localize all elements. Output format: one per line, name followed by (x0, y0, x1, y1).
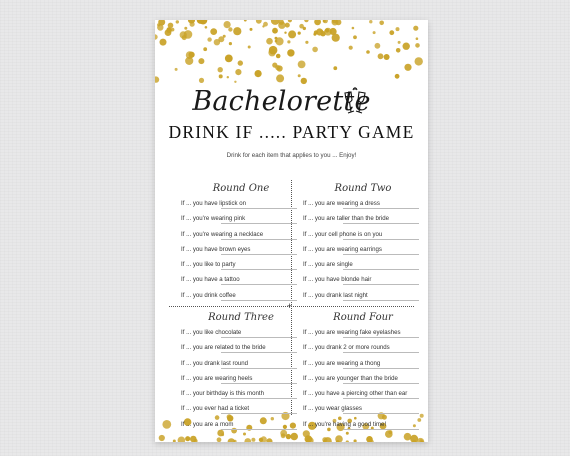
list-item: If ... you drank 2 or more rounds (303, 344, 423, 359)
confetti-dot (379, 21, 384, 26)
list-item: If ... you have a piercing other than ear (303, 390, 423, 405)
confetti-dot (346, 440, 349, 442)
confetti-dot (190, 436, 197, 442)
confetti-dot (205, 26, 208, 29)
confetti-dot (366, 50, 370, 54)
list-item: If ... you are wearing fake eyelashes (303, 329, 423, 344)
round-title: Round One (212, 183, 270, 194)
confetti-dot (217, 437, 222, 442)
confetti-dot (266, 438, 272, 442)
round-three (181, 312, 301, 436)
confetti-dot (266, 38, 273, 45)
confetti-dot (333, 66, 337, 70)
list-item: If ... you're having a good time! (303, 421, 423, 436)
list-item: If ... your birthday is this month (181, 390, 301, 405)
confetti-dot (287, 40, 290, 43)
list-item: If ... you are related to the bride (181, 344, 301, 359)
confetti-dot (268, 49, 275, 56)
list-item: If ... you drank last round (181, 360, 301, 375)
confetti-dot (272, 28, 278, 34)
confetti-dot (168, 23, 174, 29)
list-item: If ... you drink coffee (181, 292, 301, 307)
confetti-dot (250, 28, 253, 31)
confetti-dot (219, 74, 223, 78)
confetti-dot (415, 57, 423, 65)
confetti-dot (298, 32, 301, 35)
confetti-dot (207, 37, 211, 41)
confetti-dot (375, 43, 381, 49)
list-item: If ... you're wearing pink (181, 215, 301, 230)
confetti-dot (396, 48, 401, 53)
list-item: If ... you are taller than the bride (303, 215, 423, 230)
confetti-dot (369, 20, 372, 23)
list-item: If ... you ever had a ticket (181, 405, 301, 420)
confetti-dot (225, 55, 233, 63)
confetti-dot (261, 436, 267, 442)
confetti-dot (288, 20, 292, 22)
list-item: If ... your cell phone is on you (303, 231, 423, 246)
confetti-dot (224, 21, 231, 28)
confetti-dot (256, 20, 262, 24)
round-title: Round Three (208, 312, 274, 323)
confetti-dot (352, 27, 355, 30)
list-item: If ... you are younger than the bride (303, 375, 423, 390)
confetti-dot (416, 37, 419, 40)
confetti-dot (299, 24, 304, 29)
confetti-dot (227, 76, 229, 78)
confetti-dot (275, 65, 280, 70)
confetti-dot (228, 438, 235, 442)
list-item: If ... you wear glasses (303, 405, 423, 420)
confetti-dot (218, 67, 223, 72)
confetti-dot (278, 22, 285, 29)
confetti-dot (354, 439, 357, 442)
confetti-dot (312, 47, 318, 53)
confetti-dot (185, 436, 190, 441)
confetti-dot (251, 438, 255, 442)
list-item: If ... you are single (303, 261, 423, 276)
confetti-dot (248, 46, 251, 49)
confetti-dot (210, 28, 217, 35)
confetti-dot (288, 30, 296, 38)
confetti-dot (276, 74, 284, 82)
script-title: Bachelorette (192, 86, 371, 117)
confetti-dot (276, 54, 281, 59)
confetti-dot (298, 61, 306, 69)
confetti-dot (324, 28, 332, 36)
confetti-dot (304, 20, 308, 22)
confetti-dot (229, 42, 232, 45)
list-item: If ... you are wearing heels (181, 375, 301, 390)
confetti-dot (398, 41, 401, 44)
confetti-dot (214, 39, 220, 45)
confetti-dot (313, 33, 316, 36)
list-item: If ... you like chocolate (181, 329, 301, 344)
confetti-dot (413, 26, 418, 31)
confetti-dot (160, 39, 167, 46)
confetti-dot (396, 27, 400, 31)
confetti-dot (404, 64, 411, 71)
confetti-dot (235, 69, 241, 75)
list-item: If ... you are wearing earrings (303, 246, 423, 261)
list-item: If ... you have lipstick on (181, 200, 301, 215)
list-item: If ... you have a tattoo (181, 276, 301, 291)
confetti-dot (180, 31, 187, 38)
confetti-dot (175, 68, 178, 71)
confetti-dot (178, 437, 186, 443)
list-item: If ... you have brown eyes (181, 246, 301, 261)
round-one (181, 183, 301, 307)
confetti-dot (298, 74, 301, 77)
confetti-dot (184, 27, 187, 30)
list-item: If ... you have blonde hair (303, 276, 423, 291)
round-four (303, 312, 423, 436)
confetti-dot (349, 46, 353, 50)
confetti-dot (162, 420, 171, 429)
confetti-dot (415, 43, 420, 48)
confetti-dot (176, 20, 179, 23)
confetti-dot (157, 23, 160, 26)
confetti-dot (384, 54, 390, 60)
list-item: If ... you like to party (181, 261, 301, 276)
confetti-dot (284, 32, 286, 34)
confetti-dot (173, 440, 176, 443)
game-card (155, 20, 428, 442)
confetti-dot (373, 31, 376, 34)
subtitle: DRINK IF ..... PARTY GAME (168, 122, 415, 142)
confetti-dot (305, 41, 308, 44)
list-item: If ... you are a mom (181, 421, 301, 436)
confetti-dot (203, 47, 207, 51)
confetti-dot (301, 78, 307, 84)
confetti-dot (238, 60, 243, 65)
confetti-dot (255, 70, 262, 77)
confetti-dot (378, 53, 384, 59)
confetti-dot (403, 43, 410, 50)
confetti-dot (314, 20, 321, 25)
list-item: If ... you're wearing a necklace (181, 231, 301, 246)
champagne-glasses-icon (342, 87, 368, 117)
divider-cross: + (287, 301, 293, 311)
confetti-dot (198, 58, 204, 64)
confetti-dot (275, 40, 278, 43)
confetti-dot (262, 25, 264, 27)
list-item: If ... you are wearing a thong (303, 360, 423, 375)
round-two (303, 183, 423, 307)
confetti-dot (271, 20, 280, 25)
confetti-dot (228, 27, 232, 31)
confetti-dot (244, 438, 251, 442)
confetti-dot (244, 20, 247, 22)
confetti-dot (233, 27, 241, 35)
confetti-dot (223, 35, 226, 38)
confetti-dot (353, 35, 357, 39)
tagline: Drink for each item that applies to you ... Enjoy! (226, 152, 357, 159)
confetti-dot (155, 76, 159, 82)
round-title: Round Two (334, 183, 392, 194)
confetti-dot (159, 435, 165, 441)
list-item: If ... you are wearing a dress (303, 200, 423, 215)
confetti-dot (155, 34, 158, 39)
confetti-dot (395, 74, 400, 79)
confetti-dot (189, 52, 195, 58)
list-item: If ... you drank last night (303, 292, 423, 307)
round-title: Round Four (333, 312, 393, 323)
confetti-dot (199, 78, 204, 83)
confetti-dot (389, 30, 394, 35)
confetti-dot (287, 49, 294, 56)
confetti-dot (234, 81, 236, 83)
